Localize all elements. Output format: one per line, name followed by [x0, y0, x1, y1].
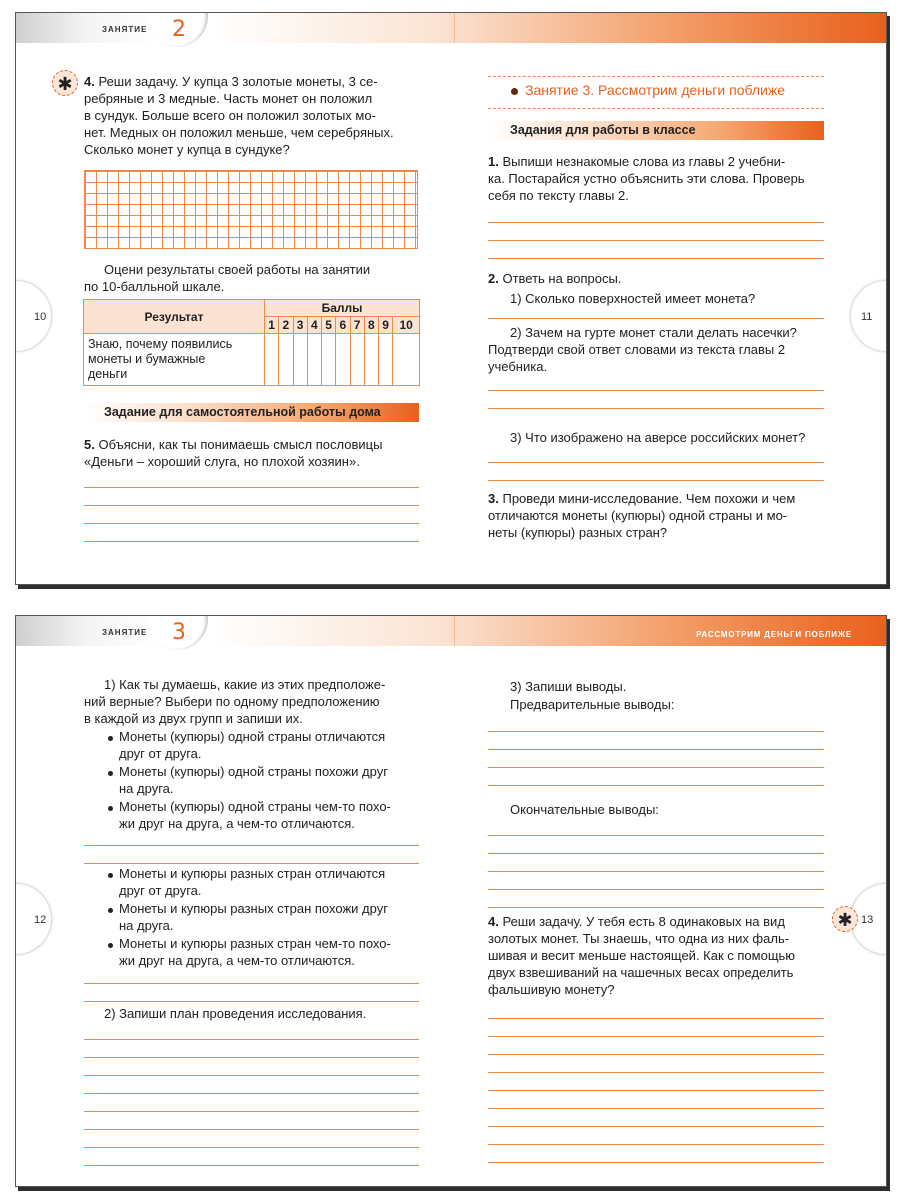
question-text: 2) Зачем на гурте монет стали делать насечки? [510, 325, 797, 340]
score-4: 4 [307, 317, 321, 334]
page-header [16, 616, 886, 646]
list-item-text: жи друг на друга, а чем-то отличаются. [119, 953, 355, 968]
score-table [83, 299, 420, 386]
list-item-text: на друга. [119, 918, 174, 933]
score-cell[interactable] [293, 334, 307, 386]
list-item-text: Монеты и купюры разных стран отличаются [119, 866, 386, 881]
col-points: Баллы [265, 300, 420, 317]
task-text: Выпиши незнакомые слова из главы 2 учебни- [502, 154, 786, 169]
question-text: учебника. [488, 359, 548, 374]
answer-lines[interactable] [488, 818, 824, 908]
question-text: Подтверди свой ответ словами из текста главы 2 [488, 342, 786, 357]
question-text: ний верные? Выбери по одному предположению [84, 694, 380, 709]
score-10: 10 [393, 317, 420, 334]
score-cell[interactable] [279, 334, 293, 386]
bullet-icon [108, 873, 113, 878]
instruction-text: Оцени результаты своей работы на занятии [104, 262, 371, 277]
section-title: Задание для самостоятельной работы дома [104, 405, 381, 419]
list-item [119, 798, 419, 832]
task-text: шивая и весит меньше настоящей. Как с помощью [488, 948, 796, 963]
page-number-left: 12 [34, 914, 47, 926]
lesson-number: 3 [172, 620, 186, 645]
score-5: 5 [322, 317, 336, 334]
page-divider [454, 13, 455, 43]
answer-lines[interactable] [84, 470, 419, 542]
bullet-icon [108, 736, 113, 741]
task-text: в сундук. Больше всего он положил золотых мо- [84, 108, 376, 123]
lesson-label: ЗАНЯТИЕ [102, 628, 148, 637]
task-number: 5. [84, 437, 95, 452]
page-header [16, 13, 886, 43]
preliminary-label: Предварительные выводы: [510, 697, 675, 712]
score-1: 1 [265, 317, 279, 334]
question-3: 3) Запиши выводы. [510, 679, 627, 694]
list-item-text: друг от друга. [119, 746, 202, 761]
lesson-title: Занятие 3. Рассмотрим деньги поближе [525, 82, 786, 98]
score-8: 8 [364, 317, 378, 334]
answer-lines[interactable] [84, 1022, 419, 1166]
row-label-text: деньги [88, 367, 128, 381]
section-band-class [488, 121, 824, 140]
score-cell[interactable] [322, 334, 336, 386]
row-label-text: Знаю, почему появились [88, 337, 233, 351]
list-item [119, 728, 419, 762]
answer-lines[interactable] [488, 714, 824, 786]
question-3: 3) Что изображено на аверсе российских монет? [510, 430, 806, 445]
question-2: 2) Запиши план проведения исследования. [104, 1006, 367, 1021]
lesson-number: 2 [172, 17, 186, 42]
list-item-text: Монеты и купюры разных стран похожи друг [119, 901, 388, 916]
task-5 [84, 436, 419, 470]
task-text: Ответь на вопросы. [502, 271, 622, 286]
task-r1 [488, 153, 824, 204]
task-text: Реши задачу. У тебя есть 8 одинаковых на вид [502, 914, 785, 929]
assessment-instructions [84, 261, 419, 295]
page-number-right: 11 [861, 311, 873, 323]
list-item [119, 935, 419, 969]
list-item-text: друг от друга. [119, 883, 202, 898]
task-text: себя по тексту главы 2. [488, 188, 629, 203]
list-item [119, 763, 419, 797]
bullet-icon [108, 771, 113, 776]
list-item [119, 900, 419, 934]
divider-line [488, 108, 824, 109]
list-item-text: Монеты (купюры) одной страны отличаются [119, 729, 386, 744]
score-cell[interactable] [336, 334, 350, 386]
task-number: 1. [488, 154, 499, 169]
task-number: 3. [488, 491, 499, 506]
answer-grid[interactable] [84, 170, 418, 249]
list-item-text: Монеты и купюры разных стран чем-то похо- [119, 936, 391, 951]
task-text: нет. Медных он положил меньше, чем серебряных. [84, 125, 394, 140]
task-r3 [488, 490, 824, 541]
answer-lines[interactable] [488, 205, 824, 259]
row-label [84, 334, 265, 386]
lesson-label: ЗАНЯТИЕ [102, 25, 148, 34]
task-text: Сколько монет у купца в сундуке? [84, 142, 290, 157]
task-text: ребряные и 3 медные. Часть монет он положил [84, 91, 373, 106]
bullet-icon [108, 806, 113, 811]
task-text: отличаются монеты (купюры) одной страны и мо- [488, 508, 788, 523]
task-4 [84, 73, 419, 158]
question-1 [84, 676, 419, 727]
list-item-text: на друга. [119, 781, 174, 796]
task-text: золотых монет. Ты знаешь, что одна из них фаль- [488, 931, 790, 946]
section-title: Задания для работы в классе [510, 123, 696, 137]
list-item-text: Монеты (купюры) одной страны похожи друг [119, 764, 388, 779]
bullet-icon [108, 908, 113, 913]
score-cell[interactable] [379, 334, 393, 386]
score-7: 7 [350, 317, 364, 334]
task-number: 2. [488, 271, 499, 286]
row-label-text: монеты и бумажные [88, 352, 206, 366]
question-text: в каждой из двух групп и запиши их. [84, 711, 303, 726]
list-item [119, 865, 419, 899]
task-text: фальшивую монету? [488, 982, 615, 997]
task-number: 4. [488, 914, 499, 929]
final-label: Окончательные выводы: [510, 802, 659, 817]
task-number: 4. [84, 74, 95, 89]
divider-line [488, 76, 824, 77]
task-text: Проведи мини-исследование. Чем похожи и чем [502, 491, 796, 506]
score-cell[interactable] [350, 334, 364, 386]
spread-pages-10-11 [15, 12, 887, 585]
score-cell[interactable] [393, 334, 420, 386]
asterisk-icon: ✱ [832, 906, 858, 932]
task-text: Объясни, как ты понимаешь смысл пословицы [98, 437, 383, 452]
spread-pages-12-13 [15, 615, 887, 1187]
instruction-text: по 10-балльной шкале. [84, 279, 225, 294]
score-9: 9 [379, 317, 393, 334]
score-6: 6 [336, 317, 350, 334]
score-2: 2 [279, 317, 293, 334]
task-text: «Деньги – хороший слуга, но плохой хозяин». [84, 454, 360, 469]
section-band-home [84, 403, 419, 422]
asterisk-icon: ✱ [52, 70, 78, 96]
page-divider [454, 616, 455, 646]
task-text: двух взвешиваний на чашечных весах определить [488, 965, 794, 980]
answer-lines[interactable] [84, 966, 419, 1002]
score-3: 3 [293, 317, 307, 334]
question-2 [488, 324, 824, 375]
page-number-left: 10 [34, 311, 47, 323]
bullet-icon [511, 88, 518, 95]
score-cell[interactable] [265, 334, 279, 386]
task-4 [488, 913, 824, 998]
bullet-icon [108, 943, 113, 948]
answer-lines[interactable] [84, 828, 419, 864]
list-item-text: жи друг на друга, а чем-то отличаются. [119, 816, 355, 831]
col-result: Результат [84, 300, 265, 334]
answer-lines[interactable] [488, 301, 824, 319]
score-cell[interactable] [364, 334, 378, 386]
page-number-right: 13 [861, 914, 874, 926]
question-text: 1) Сколько поверхностей имеет монета? [510, 291, 756, 306]
task-text: неты (купюры) разных стран? [488, 525, 668, 540]
answer-lines[interactable] [488, 373, 824, 409]
running-title: РАССМОТРИМ ДЕНЬГИ ПОБЛИЖЕ [696, 630, 852, 639]
question-text: 1) Как ты думаешь, какие из этих предположе- [104, 677, 386, 692]
task-text: ка. Постарайся устно объяснить эти слова. Проверь [488, 171, 805, 186]
score-cell[interactable] [307, 334, 321, 386]
answer-lines[interactable] [488, 445, 824, 481]
answer-lines[interactable] [488, 1001, 824, 1163]
task-text: Реши задачу. У купца 3 золотые монеты, 3 се- [98, 74, 378, 89]
list-item-text: Монеты (купюры) одной страны чем-то похо- [119, 799, 391, 814]
